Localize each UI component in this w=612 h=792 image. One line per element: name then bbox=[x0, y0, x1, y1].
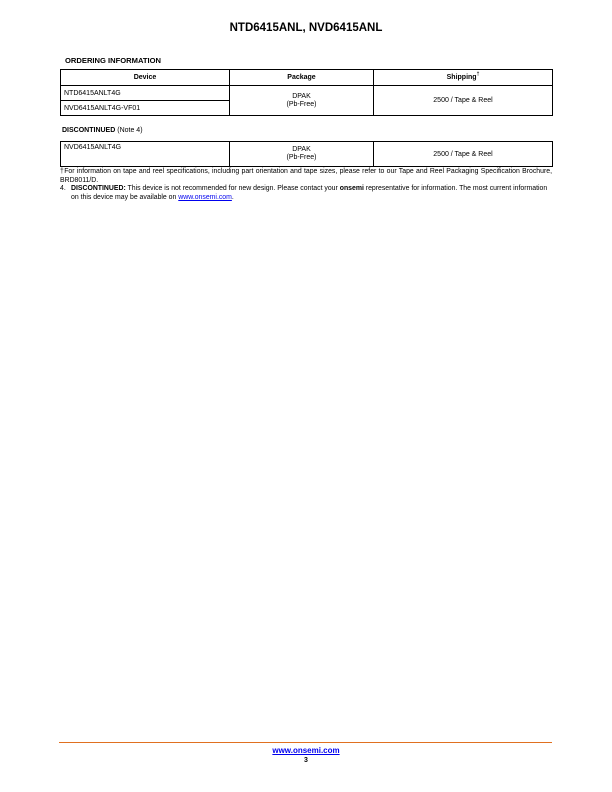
column-header-package: Package bbox=[230, 70, 374, 86]
note-4-label: DISCONTINUED: bbox=[71, 185, 126, 193]
column-header-shipping: Shipping† bbox=[374, 70, 553, 86]
onsemi-link[interactable]: www.onsemi.com bbox=[178, 194, 232, 202]
page-title: NTD6415ANL, NVD6415ANL bbox=[229, 22, 383, 34]
table-row bbox=[61, 86, 553, 101]
device-cell: NTD6415ANLT4G bbox=[61, 86, 230, 101]
footnotes bbox=[60, 168, 552, 203]
footer-link[interactable]: www.onsemi.com bbox=[272, 746, 340, 755]
discontinued-table bbox=[60, 141, 553, 167]
shipping-cell: 2500 / Tape & Reel bbox=[374, 86, 553, 116]
shipping-cell: 2500 / Tape & Reel bbox=[374, 142, 553, 167]
discontinued-heading: DISCONTINUED (Note 4) bbox=[62, 127, 143, 134]
ordering-table bbox=[60, 69, 553, 116]
tape-reel-footnote: †For information on tape and reel specifications, including part orientation and tape sizes, please refer to our Tape and Reel Packaging Specification Brochure, BRD8011/D. bbox=[60, 168, 552, 184]
dagger-mark: † bbox=[476, 71, 480, 78]
footer-divider bbox=[59, 742, 552, 743]
package-cell: DPAK (Pb-Free) bbox=[230, 86, 374, 116]
column-header-device: Device bbox=[61, 70, 230, 86]
table-row bbox=[61, 142, 553, 167]
brand-name: onsemi bbox=[339, 185, 364, 193]
note-number: 4. bbox=[60, 185, 66, 193]
package-cell: DPAK (Pb-Free) bbox=[230, 142, 374, 167]
footer-link-wrapper bbox=[0, 746, 612, 755]
ordering-information-heading: ORDERING INFORMATION bbox=[65, 56, 162, 65]
note-4: 4. DISCONTINUED: This device is not recommended for new design. Please contact your onsemi representative for information. The most current information on this device may be available on www.onsemi.com. bbox=[60, 185, 548, 202]
device-cell: NVD6415ANLT4G bbox=[61, 142, 230, 167]
page-number: 3 bbox=[304, 757, 308, 764]
device-cell: NVD6415ANLT4G-VF01 bbox=[61, 101, 230, 116]
